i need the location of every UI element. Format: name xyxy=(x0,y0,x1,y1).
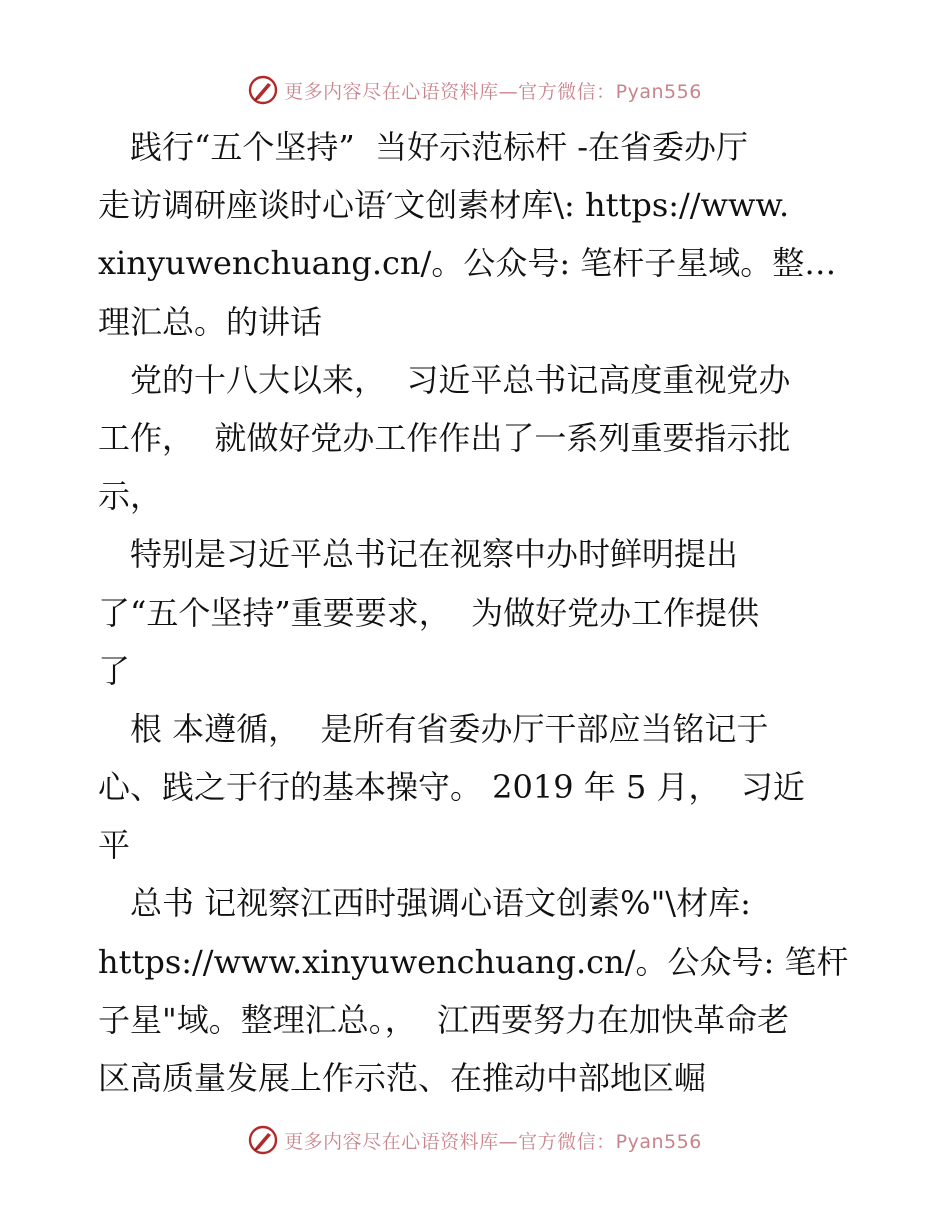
footer-watermark xyxy=(0,1122,950,1158)
document-body xyxy=(98,118,858,1107)
text-line: 走访调研座谈时心语′文创素材库\: https://www. xyxy=(98,186,790,225)
watermark-text: 更多内容尽在心语资料库—官方微信：Pyan556 xyxy=(284,1130,702,1153)
text-line: 特别是习近平总书记在视察中办时鲜明提出 xyxy=(98,535,739,574)
quill-logo-icon xyxy=(248,75,278,105)
text-line: xinyuwenchuang.cn/。公众号: 笔杆子星域。整… xyxy=(98,244,837,283)
text-line: 了“五个坚持”重要要求， 为做好党办工作提供 xyxy=(98,593,760,632)
text-line: 党的十八大以来， 习近平总书记高度重视党办 xyxy=(98,360,791,399)
header-watermark xyxy=(0,72,950,108)
text-line: 心、践之于行的基本操守。 2019 年 5 月， 习近 xyxy=(98,768,805,807)
text-line: 根 本遵循， 是所有省委办厅干部应当铭记于 xyxy=(98,709,769,748)
text-line: 区高质量发展上作示范、在推动中部地区崛 xyxy=(98,1059,707,1097)
quill-logo-icon xyxy=(248,1125,278,1155)
text-line: 平 xyxy=(98,826,131,865)
text-line: 理汇总。的讲话 xyxy=(98,302,323,341)
text-line: 子星"域。整理汇总。， 江西要努力在加快革命老 xyxy=(98,1000,790,1039)
text-line: 工作， 就做好党办工作作出了一系列重要指示批 xyxy=(98,418,791,457)
text-line: 践行“五个坚持” 当好示范标杆 -在省委办厅 xyxy=(98,128,749,166)
text-line: https://www.xinyuwenchuang.cn/。公众号: 笔杆 xyxy=(98,942,849,981)
text-line: 了 xyxy=(98,651,131,690)
text-line: 示， xyxy=(98,477,163,516)
text-line: 总书 记视察江西时强调心语文创素%"\材库: xyxy=(98,884,751,923)
watermark-text: 更多内容尽在心语资料库—官方微信：Pyan556 xyxy=(284,80,702,103)
